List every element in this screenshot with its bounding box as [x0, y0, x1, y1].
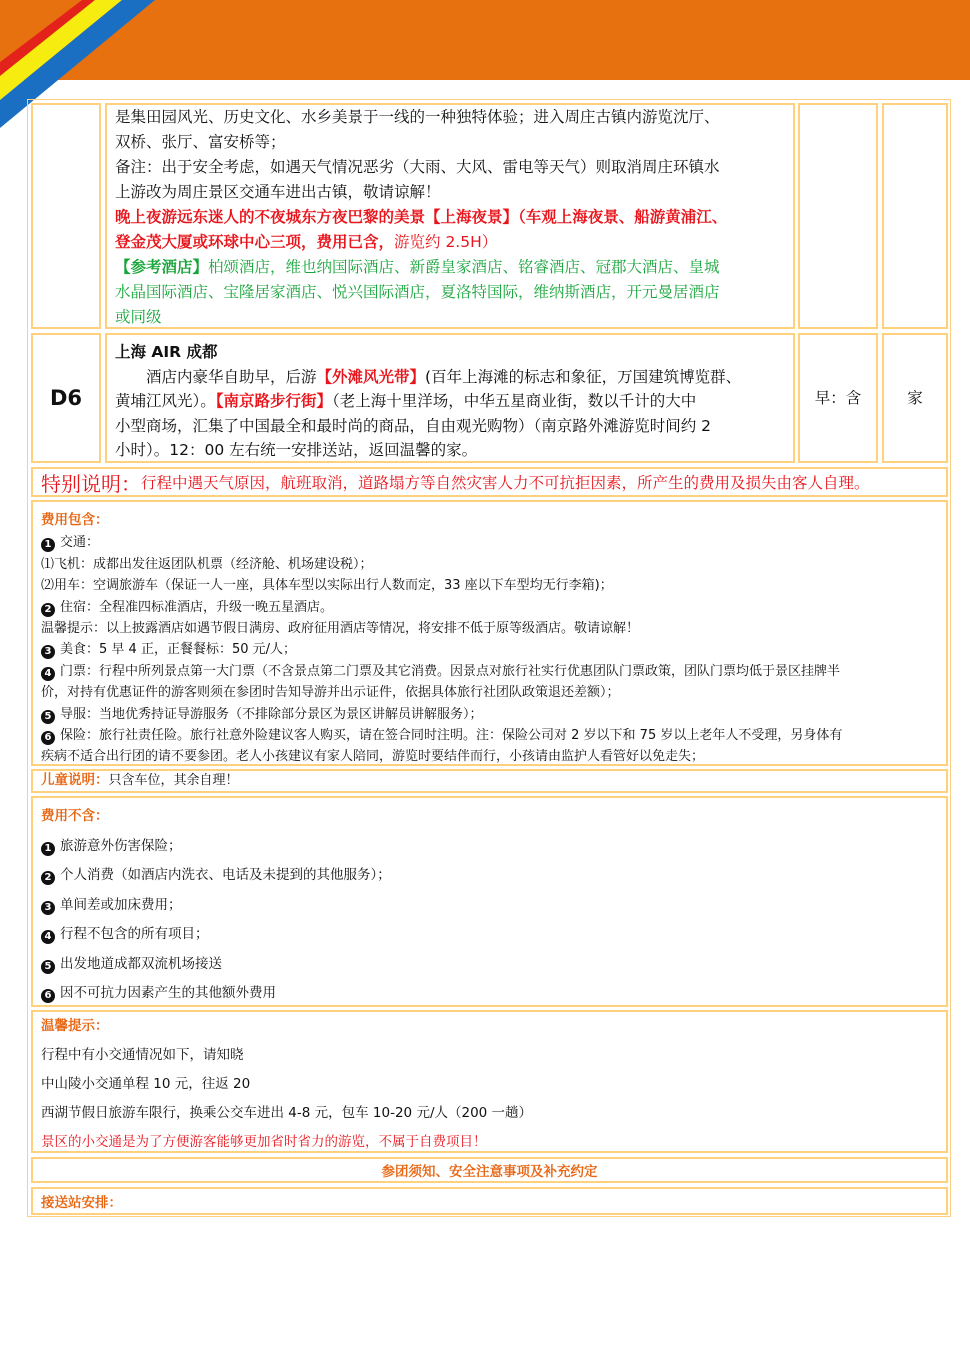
number-bullet-icon: 2 — [41, 603, 55, 617]
night-tour-duration: 游览约 2.5H） — [394, 233, 498, 251]
special-note-text: 行程中遇天气原因，航班取消，道路塌方等自然灾害人力不可抗拒因素，所产生的费用及损失由客人自理。 — [141, 474, 870, 492]
list-item — [41, 682, 938, 703]
desc-line: 双桥、张厅、富安桥等； — [115, 133, 286, 151]
fee-excluded-section — [31, 796, 948, 1007]
list-item — [41, 891, 938, 921]
list-item — [41, 597, 938, 618]
night-tour-line: 晚上夜游远东迷人的不夜城东方夜巴黎的美景【上海夜景】（车观上海夜景、船游黄浦江、 — [115, 208, 728, 226]
hotel-value: 家 — [882, 333, 948, 463]
desc-line: 备注：出于安全考虑，如遇天气情况恶劣（大雨、大风、雷电等天气）则取消周庄环镇水 — [115, 158, 720, 176]
list-item-text: 交通： — [60, 535, 100, 551]
night-tour-fee: 登金茂大厦或环球中心三项，费用已含， — [115, 233, 395, 251]
list-item-text: 门票：行程中所列景点第一大门票（不含景点第二门票及其它消费。因景点对旅行社实行优惠团队门票政策，团队门票均低于景区挂牌半 — [60, 663, 841, 679]
notice-heading: 参团须知、安全注意事项及补充约定 — [31, 1157, 948, 1183]
list-item — [41, 725, 938, 746]
list-item — [41, 639, 938, 660]
fee-included-title: 费用包含： — [41, 512, 109, 528]
list-item-text: 温馨提示：以上披露酒店如遇节假日满房、政府征用酒店等情况，将安排不低于原等级酒店。敬请谅解！ — [41, 621, 640, 637]
desc-line: 是集田园风光、历史文化、水乡美景于一线的一种独特体验；进入周庄古镇内游览沈厅、 — [115, 108, 720, 126]
list-item-text: ⑴飞机：成都出发往返团队机票（经济舱、机场建设税）； — [41, 556, 373, 572]
children-note — [31, 769, 948, 793]
number-bullet-icon: 5 — [41, 960, 55, 974]
number-bullet-icon: 6 — [41, 989, 55, 1003]
fee-included-list — [41, 532, 938, 767]
list-item — [41, 832, 938, 862]
tips-red-line: 景区的小交通是为了方便游客能够更加省时省力的游览，不属于自费项目！ — [41, 1134, 487, 1150]
text-span: 黄埔江风光）。 — [115, 392, 216, 410]
tips-title: 温馨提示： — [41, 1018, 109, 1034]
text-span: (百年上海滩的标志和象征，万国建筑博览群、 — [425, 367, 742, 386]
fee-excluded-list — [41, 832, 938, 1009]
list-item — [41, 661, 938, 682]
list-item — [41, 746, 938, 767]
number-bullet-icon: 2 — [41, 871, 55, 885]
special-note — [31, 467, 948, 497]
list-item-text: 价，对持有优惠证件的游客则须在参团时告知导游并出示证件，依据具体旅行社团队政策退还差额）； — [41, 685, 620, 701]
attraction-bund: 【外滩风光带】 — [316, 367, 426, 386]
children-label: 儿童说明： — [41, 772, 109, 789]
number-bullet-icon: 4 — [41, 930, 55, 944]
number-bullet-icon: 3 — [41, 645, 55, 659]
list-item-text: 个人消费（如酒店内洗衣、电话及未提到的其他服务）； — [60, 867, 391, 883]
list-item-text: 住宿：全程准四标准酒店，升级一晚五星酒店。 — [60, 599, 334, 615]
list-item-text: 美食：5 早 4 正，正餐餐标：50 元/人； — [60, 642, 296, 658]
pickup-title: 接送站安排： — [31, 1187, 948, 1215]
hotel-list: 柏颂酒店，维也纳国际酒店、新爵皇家酒店、铭睿酒店、冠郡大酒店、皇城 — [208, 258, 720, 276]
day-label: D6 — [31, 333, 101, 463]
day6-description — [105, 333, 795, 463]
hotel-line — [115, 255, 785, 280]
tips-section — [31, 1010, 948, 1153]
list-item-text: 因不可抗力因素产生的其他额外费用 — [60, 985, 276, 1001]
tips-line: 行程中有小交通情况如下，请知晓 — [41, 1047, 244, 1063]
number-bullet-icon: 3 — [41, 901, 55, 915]
hotel-line: 或同级 — [115, 308, 162, 326]
special-note-label: 特别说明： — [41, 471, 141, 496]
list-item-text: 单间差或加床费用； — [60, 896, 182, 913]
fee-included-section — [31, 500, 948, 766]
list-item — [41, 920, 938, 950]
list-item — [41, 950, 938, 980]
text-span: （老上海十里洋场，中华五星商业街，数以千计的大中 — [332, 392, 697, 410]
meal-cell-empty — [798, 103, 878, 329]
fee-excluded-title: 费用不含： — [41, 808, 109, 824]
tips-line: 西湖节假日旅游车限行，换乘公交车进出 4-8 元，包车 10-20 元/人（200 一趟） — [41, 1105, 533, 1121]
tips-line: 中山陵小交通单程 10 元，往返 20 — [41, 1076, 251, 1092]
list-item — [41, 618, 938, 639]
day6-line: 小时）。12：00 左右统一安排送站，返回温馨的家。 — [115, 441, 478, 459]
list-item-text: 行程不包含的所有项目； — [60, 926, 209, 942]
list-item — [41, 554, 938, 575]
list-item-text: 疾病不适合出行团的请不要参团。老人小孩建议有家人陪同，游览时要结伴而行，小孩请由监护人看管好以免走失； — [41, 749, 705, 765]
list-item — [41, 979, 938, 1009]
list-item-text: 导服：当地优秀持证导游服务（不排除部分景区为景区讲解员讲解服务）； — [60, 706, 483, 722]
hotel-label: 【参考酒店】 — [115, 258, 209, 276]
hotel-line: 水晶国际酒店、宝隆居家酒店、悦兴国际酒店，夏洛特国际，维纳斯酒店，开元曼居酒店 — [115, 283, 720, 301]
list-item — [41, 704, 938, 725]
day5-description — [105, 103, 795, 329]
desc-line: 上游改为周庄景区交通车进出古镇，敬请谅解！ — [115, 183, 441, 201]
hotel-cell-empty — [882, 103, 948, 329]
meal-value: 早：含 — [798, 333, 878, 463]
text-span: 酒店内豪华自助早，后游 — [146, 367, 317, 386]
list-item-text: 出发地道成都双流机场接送 — [60, 955, 222, 972]
day6-route: 上海 AIR 成都 — [115, 343, 218, 361]
list-item-text: 旅游意外伤害保险； — [60, 837, 182, 854]
number-bullet-icon: 5 — [41, 710, 55, 724]
children-text: 只含车位，其余自理！ — [108, 773, 239, 789]
number-bullet-icon: 1 — [41, 538, 55, 552]
list-item — [41, 575, 938, 596]
number-bullet-icon: 1 — [41, 842, 55, 856]
number-bullet-icon: 4 — [41, 667, 55, 681]
list-item-text: ⑵用车：空调旅游车（保证一人一座，具体车型以实际出行人数而定，33 座以下车型均无行李箱)； — [41, 578, 613, 594]
day6-line — [115, 389, 785, 414]
list-item — [41, 532, 938, 553]
list-item — [41, 861, 938, 891]
number-bullet-icon: 6 — [41, 731, 55, 745]
night-tour-line-2 — [115, 230, 785, 255]
day-cell-empty — [31, 103, 101, 329]
attraction-nanjing-road: 【南京路步行街】 — [215, 392, 333, 410]
day6-line: 小型商场，汇集了中国最全和最时尚的商品，自由观光购物）（南京路外滩游览时间约 2 — [115, 416, 712, 435]
list-item-text: 保险：旅行社责任险。旅行社意外险建议客人购买，请在签合同时注明。注：保险公司对 2 岁以下和 75 岁以上老年人不受理，另身体有 — [60, 728, 843, 744]
day6-line — [115, 365, 785, 390]
